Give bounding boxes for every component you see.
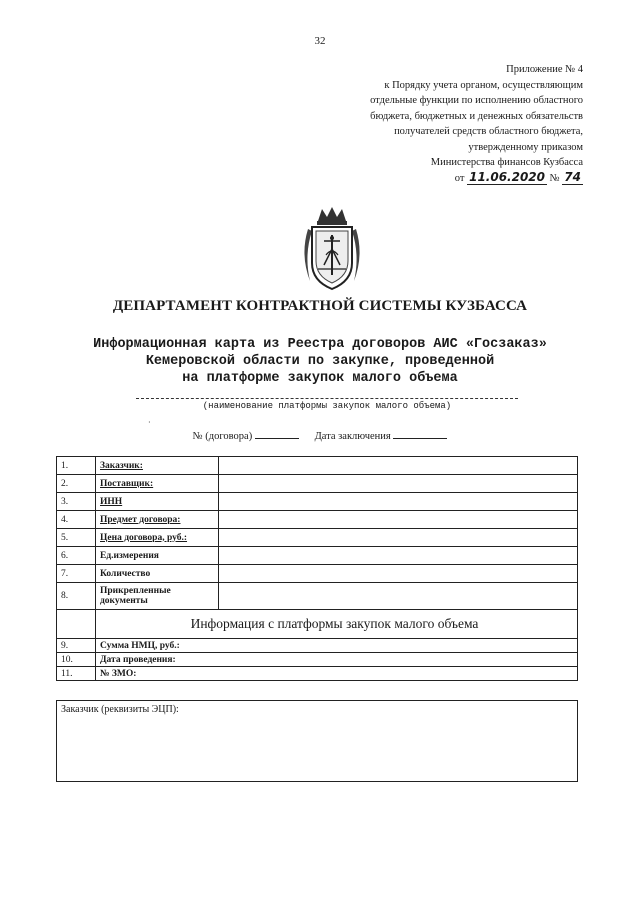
row-label (96, 475, 219, 493)
row-label-text: Поставщик: (100, 478, 154, 489)
row-number: 2. (57, 475, 96, 493)
row-value[interactable] (219, 583, 578, 610)
table-row (57, 547, 578, 565)
row-label-text: ИНН (100, 496, 123, 507)
table-row (57, 475, 578, 493)
row-label (96, 457, 219, 475)
card-title (50, 336, 590, 387)
stray-mark: · (148, 418, 151, 427)
contract-number-field[interactable] (255, 428, 299, 439)
row-label (96, 565, 219, 583)
row-value[interactable] (219, 547, 578, 565)
card-title-line: Информационная карта из Реестра договоров АИС «Госзаказ» (93, 337, 547, 352)
row-label-text: Заказчик: (100, 460, 143, 471)
contract-date-field[interactable] (393, 428, 447, 439)
order-number: 74 (564, 169, 581, 184)
row-value[interactable] (219, 511, 578, 529)
appendix-line: Министерства финансов Кузбасса (430, 157, 583, 168)
row-label (96, 547, 219, 565)
appendix-line: Приложение № 4 (506, 64, 583, 75)
page-number: 32 (314, 35, 326, 47)
date-prefix: от (454, 172, 465, 184)
number-prefix: № (549, 172, 560, 184)
contract-number-label: № (договора) (192, 431, 253, 442)
appendix-block (283, 62, 583, 186)
row-label (96, 529, 219, 547)
row-label-text: Прикрепленные документы (100, 586, 171, 606)
table-row (57, 565, 578, 583)
order-date-line (283, 171, 583, 187)
row-number: 5. (57, 529, 96, 547)
kuzbass-coat-of-arms-icon (296, 205, 368, 295)
card-title-line: Кемеровской области по закупке, проведенной (145, 354, 495, 369)
row-number: 8. (57, 583, 96, 610)
row-value[interactable] (219, 457, 578, 475)
contract-date-label: Дата заключения (314, 431, 391, 442)
appendix-line: утвержденному приказом (468, 141, 583, 153)
table-row (57, 457, 578, 475)
card-title-line: на платформе закупок малого объема (182, 371, 458, 386)
row-label[interactable]: № ЗМО: (96, 667, 578, 681)
row-label-text: Ед.измерения (100, 550, 159, 561)
row-value[interactable] (219, 493, 578, 511)
table-row (57, 639, 578, 653)
row-number-empty (57, 610, 96, 639)
row-label-text: Количество (100, 568, 151, 579)
row-label-text: Предмет договора: (100, 514, 181, 525)
row-label[interactable]: Дата проведения: (96, 653, 578, 667)
row-value[interactable] (219, 565, 578, 583)
row-number: 1. (57, 457, 96, 475)
signature-box[interactable] (56, 700, 578, 782)
platform-caption: (наименование платформы закупок малого объема) (202, 401, 452, 411)
signature-label: Заказчик (реквизиты ЭЦП): (61, 704, 179, 715)
table-row (57, 667, 578, 681)
appendix-line: отдельные функции по исполнению областного (370, 95, 583, 106)
table-row (57, 529, 578, 547)
appendix-line: бюджета, бюджетных и денежных обязательств (370, 110, 583, 122)
department-title: ДЕПАРТАМЕНТ КОНТРАКТНОЙ СИСТЕМЫ КУЗБАССА (112, 298, 528, 314)
row-label (96, 511, 219, 529)
row-label-text: Цена договора, руб.: (100, 532, 188, 543)
table-row (57, 493, 578, 511)
contract-line (0, 428, 640, 442)
row-value[interactable] (219, 529, 578, 547)
row-number: 3. (57, 493, 96, 511)
row-number: 10. (57, 653, 96, 667)
table-row (57, 583, 578, 610)
row-label[interactable]: Сумма НМЦ, руб.: (96, 639, 578, 653)
row-label (96, 493, 219, 511)
row-number: 6. (57, 547, 96, 565)
row-number: 9. (57, 639, 96, 653)
order-date: 11.06.2020 (469, 169, 546, 184)
table-row (57, 610, 578, 639)
table-row (57, 511, 578, 529)
row-number: 7. (57, 565, 96, 583)
platform-section-header: Информация с платформы закупок малого объема (96, 610, 578, 639)
table-row (57, 653, 578, 667)
row-number: 11. (57, 667, 96, 681)
appendix-line: к Порядку учета органом, осуществляющим (384, 79, 583, 91)
row-label (96, 583, 219, 610)
info-card-table (56, 456, 578, 681)
appendix-line: получателей средств областного бюджета, (394, 126, 583, 137)
row-value[interactable] (219, 475, 578, 493)
row-number: 4. (57, 511, 96, 529)
platform-name-line[interactable] (136, 398, 518, 399)
